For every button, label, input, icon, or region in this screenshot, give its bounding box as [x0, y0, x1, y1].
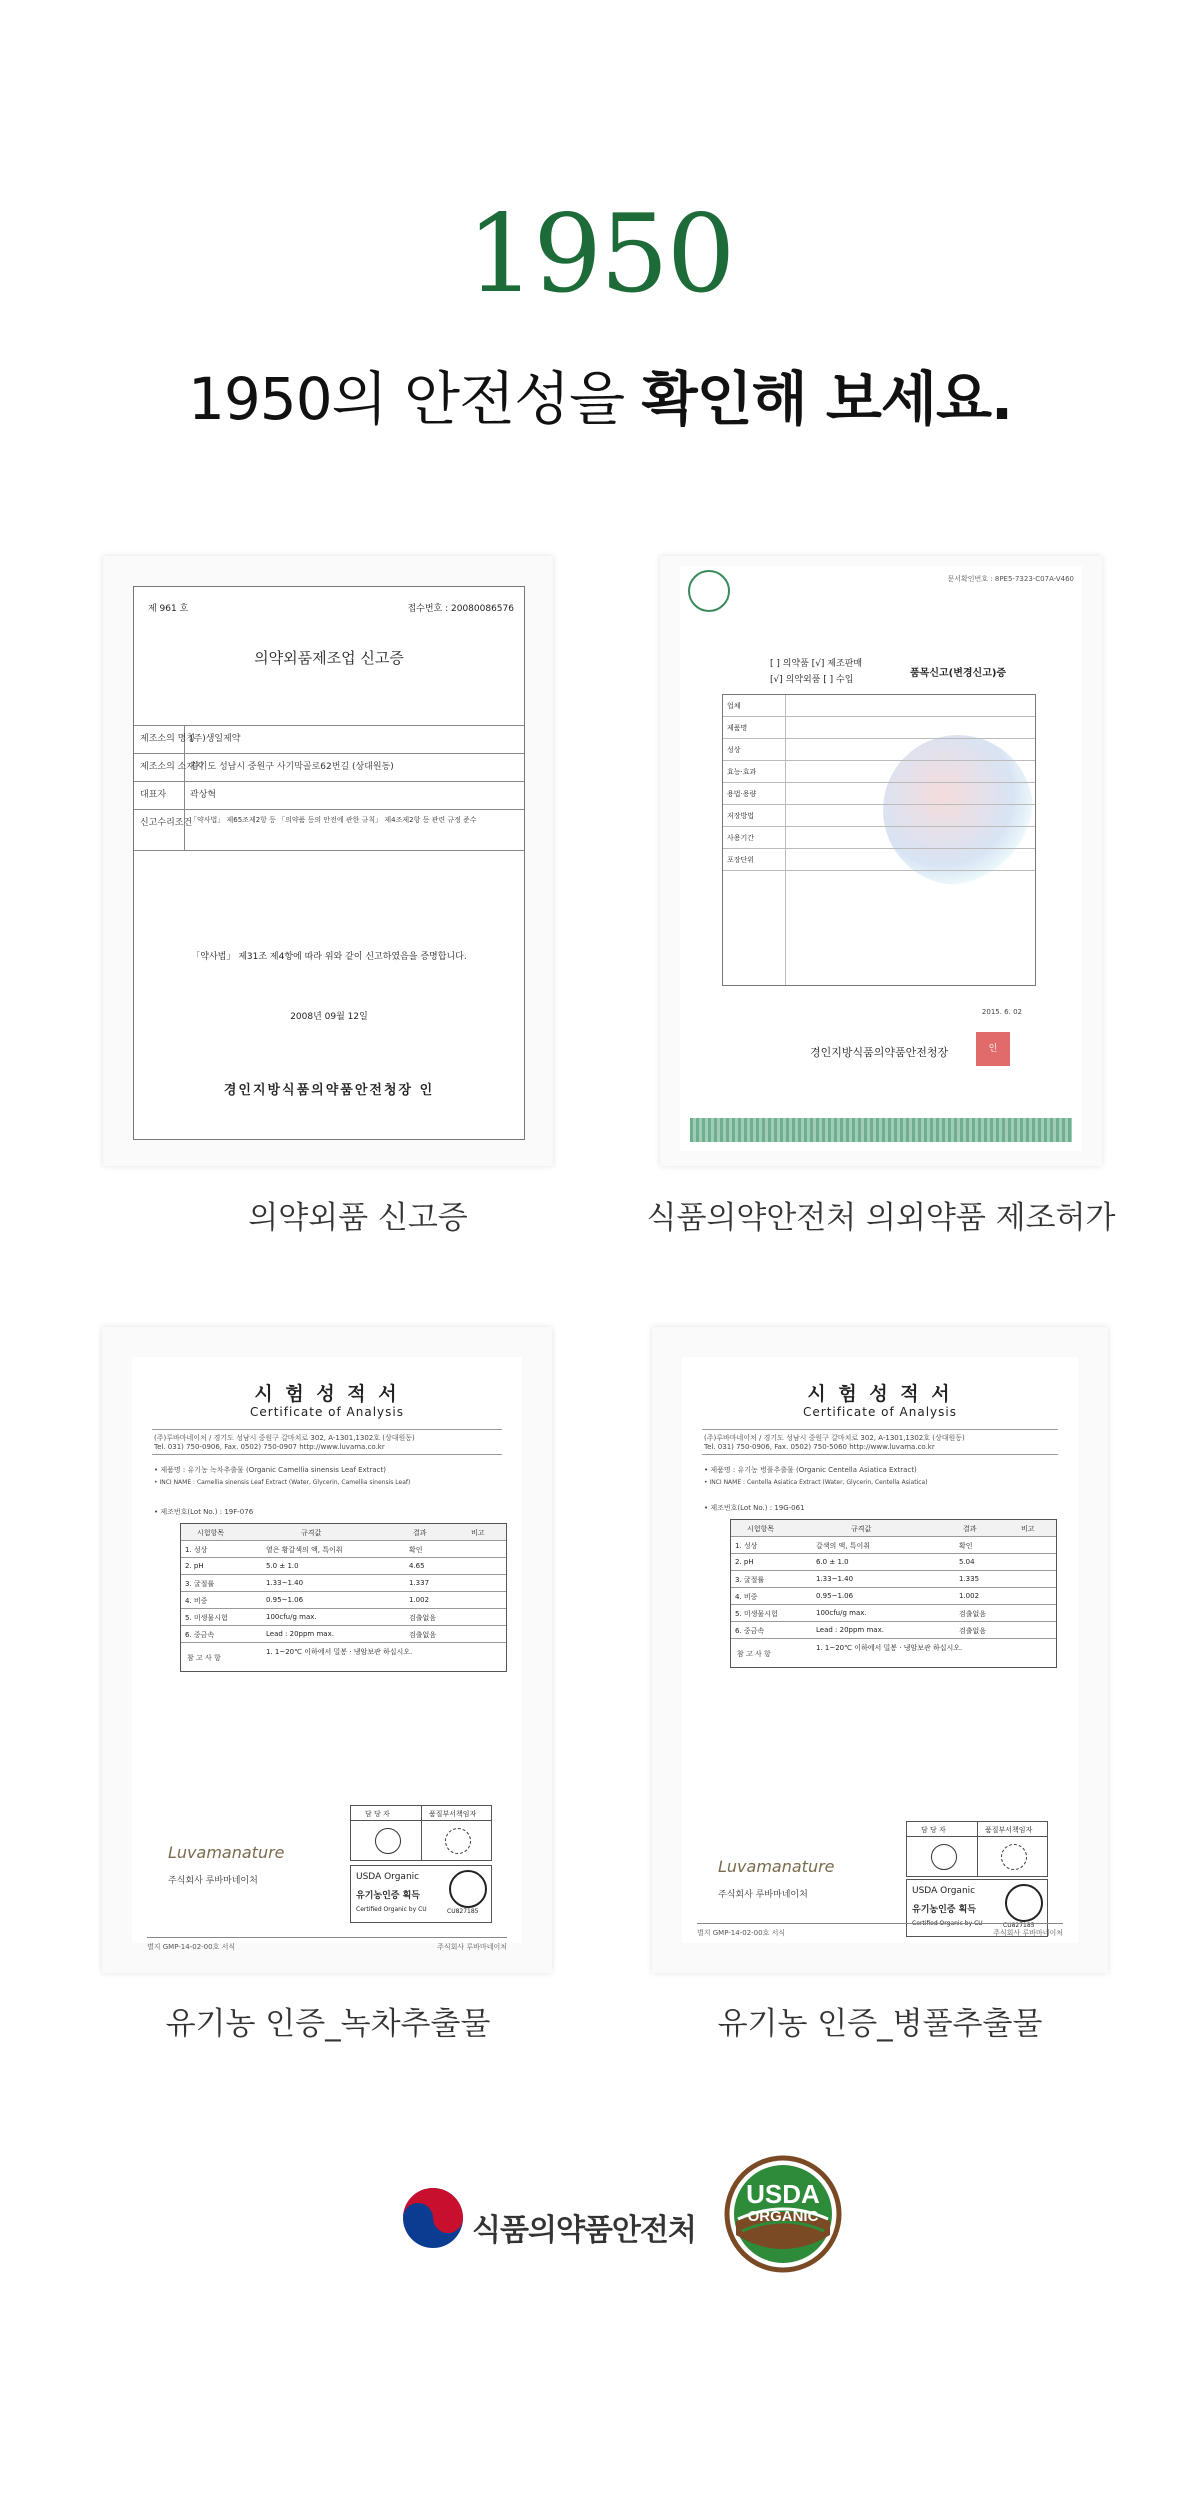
coa-title: 시 험 성 적 서: [807, 1383, 953, 1405]
notes-row: 참 고 사 항 1. 1~20℃ 이하에서 밀봉 · 냉암보관 하십시오.: [737, 1644, 963, 1658]
signature-box: 담 당 자 품질부서책임자: [350, 1805, 492, 1861]
analysis-table: 시험항목 규격값 결과 비고 1. 성상 갈색의 액, 특이취 확인 2. pH 6.0 ± 1.0 5.04 3. 굴절률 1.33~1.40 1.335 4. 비중 0.95~1.06 1.002 5. 미생물시험 100cfu/g max. 검출없음 6. 중금속 Lead : 20ppm max. 검출없음 참 고 사 항 1. 1~20℃ 이하에서 밀봉 · 냉암보관 하십시오.: [730, 1519, 1057, 1668]
issuer-name: 경인지방식품의약품안전청장: [810, 1046, 949, 1059]
document-paper: [682, 1357, 1078, 1943]
info-row: 신고수리조건 「약사법」 제65조제2항 등 「의약품 등의 안전에 관한 규칙」 제4조제2항 등 관련 규정 준수: [134, 809, 524, 851]
info-row: 대표자 곽상혁: [134, 781, 524, 810]
caption-green-tea: 유기농 인증_녹차추출물: [165, 2006, 491, 2042]
inci-name: • INCI NAME : Camellia sinensis Leaf Extract (Water, Glycerin, Camellia sinensis Leaf): [154, 1479, 411, 1486]
government-seal-icon: [688, 570, 730, 612]
headline-regular: 1950의 안전성을: [187, 365, 642, 433]
mfds-taegeuk-icon: [402, 2187, 464, 2249]
certificate-image-quasi-drug-report: [103, 556, 553, 1166]
stamp-icon: [1001, 1844, 1027, 1870]
approval-date: 2015. 6. 02: [981, 1008, 1022, 1016]
table-row: 5. 미생물시험 100cfu/g max. 검출없음: [181, 1609, 506, 1626]
document-footer: 별지 GMP-14-02-00호 서식 주식회사 루바마네이처: [697, 1923, 1063, 1924]
security-band: [690, 1118, 1072, 1142]
certificate-image-centella-coa: [652, 1327, 1108, 1973]
brand-title: 1950: [466, 192, 734, 317]
company-contact: Tel. 031) 750-0906, Fax. 0502) 750-5060 http://www.luvama.co.kr: [704, 1443, 935, 1451]
svg-text:USDA: USDA: [746, 2179, 820, 2209]
stamp-icon: [445, 1828, 471, 1854]
company-address: (주)루바마네이처 / 경기도 성남시 중원구 갈마치로 302, A-1301,1302호 (상대원동): [704, 1434, 965, 1442]
lot-number: • 제조번호(Lot No.) : 19G-061: [704, 1504, 805, 1512]
analysis-table: 시험항목 규격값 결과 비고 1. 성상 옅은 황갈색의 액, 특이취 확인 2. pH 5.0 ± 1.0 4.65 3. 굴절률 1.33~1.40 1.337 4. 비중 0.95~1.06 1.002 5. 미생물시험 100cfu/g max. 검출없음 6. 중금속 Lead : 20ppm max. 검출없음 참 고 사 항 1. 1~20℃ 이하에서 밀봉 · 냉암보관 하십시오.: [180, 1523, 507, 1672]
document-paper: [133, 586, 525, 1140]
info-row: 제조소의 소재지 경기도 성남시 중원구 사기막골로62번길 (상대원동): [134, 753, 524, 782]
signature-icon: [931, 1844, 957, 1870]
certificate-image-product-approval: [660, 556, 1102, 1166]
mfds-logo-text: 식품의약품안전처: [472, 2213, 696, 2248]
table-row: 1. 성상 옅은 황갈색의 액, 특이취 확인: [181, 1541, 506, 1558]
table-row: 1. 성상 갈색의 액, 특이취 확인: [731, 1537, 1056, 1554]
svg-text:ORGANIC: ORGANIC: [747, 2208, 819, 2225]
notes-row: 참 고 사 항 1. 1~20℃ 이하에서 밀봉 · 냉암보관 하십시오.: [187, 1648, 413, 1662]
usda-certificate-box: USDA Organic 유기농인증 획득 Certified Organic by CU CU827185: [906, 1879, 1048, 1937]
company-logo: Luvamanature: [718, 1857, 835, 1876]
doc-number: 문서확인번호 : 8PE5-7323-C07A-V460: [947, 575, 1074, 583]
certificate-date: 2008년 09월 12일: [290, 1012, 368, 1022]
headline: [0, 352, 1200, 436]
title-line-1: [ ] 의약품 [√] 제조판매: [770, 659, 863, 669]
doc-number: 제 961 호: [148, 604, 189, 614]
title-suffix: 품목신고(변경신고)증: [910, 668, 1007, 679]
headline-bold: 확인해 보세요.: [641, 365, 1013, 433]
company-name-kr: 주식회사 루바마네이처: [718, 1890, 808, 1900]
certification-logos: [0, 2155, 1200, 2275]
table-row: 6. 중금속 Lead : 20ppm max. 검출없음: [181, 1626, 506, 1643]
company-contact: Tel. 031) 750-0906, Fax. 0502) 750-0907 http://www.luvama.co.kr: [154, 1443, 385, 1451]
lot-number: • 제조번호(Lot No.) : 19F-076: [154, 1508, 254, 1516]
title-line-2: [√] 의약외품 [ ] 수입: [770, 675, 854, 685]
table-row: 2. pH 5.0 ± 1.0 4.65: [181, 1558, 506, 1575]
signature-box: 담 당 자 품질부서책임자: [906, 1821, 1048, 1877]
usda-badge-icon: [449, 1870, 487, 1908]
table-row: 4. 비중 0.95~1.06 1.002: [731, 1588, 1056, 1605]
usda-badge-icon: [1005, 1884, 1043, 1922]
certificate-statement: 「약사법」 제31조 제4항에 따라 위와 같이 신고하였음을 증명합니다.: [191, 952, 467, 962]
company-name-kr: 주식회사 루바마네이처: [168, 1876, 258, 1886]
table-row: 2. pH 6.0 ± 1.0 5.04: [731, 1554, 1056, 1571]
signature-icon: [375, 1828, 401, 1854]
info-row: 제조소의 명칭 (주)생일제약: [134, 725, 524, 754]
document-title: 의약외품제조업 신고증: [254, 649, 404, 667]
official-stamp: 인: [976, 1032, 1010, 1066]
table-row: 6. 중금속 Lead : 20ppm max. 검출없음: [731, 1622, 1056, 1639]
receipt-number: 접수번호 : 20080086576: [407, 604, 514, 614]
caption-quasi-drug-report: 의약외품 신고증: [248, 1200, 468, 1236]
company-logo: Luvamanature: [168, 1843, 285, 1862]
table-row: 4. 비중 0.95~1.06 1.002: [181, 1592, 506, 1609]
coa-subtitle: Certificate of Analysis: [250, 1405, 404, 1419]
issuer-name: 경인지방식품의약품안전청장 인: [223, 1083, 435, 1098]
product-name: • 제품명 : 유기농 병풀추출물 (Organic Centella Asiatica Extract): [704, 1466, 917, 1474]
caption-centella: 유기농 인증_병풀추출물: [717, 2006, 1043, 2042]
company-address: (주)루바마네이처 / 경기도 성남시 중원구 갈마치로 302, A-1301,1302호 (상대원동): [154, 1434, 415, 1442]
table-row: 3. 굴절률 1.33~1.40 1.335: [731, 1571, 1056, 1588]
table-row: 5. 미생물시험 100cfu/g max. 검출없음: [731, 1605, 1056, 1622]
document-paper: [132, 1357, 522, 1951]
document-paper: [680, 566, 1082, 1151]
table-row: 3. 굴절률 1.33~1.40 1.337: [181, 1575, 506, 1592]
document-footer: 별지 GMP-14-02-00호 서식 주식회사 루바마네이처: [147, 1937, 507, 1938]
certificate-image-green-tea-coa: [102, 1327, 552, 1973]
approval-table: 업체 제품명 성상 효능·효과 용법·용량 저장방법 사용기간 포장단위: [722, 694, 1036, 986]
usda-certificate-box: USDA Organic 유기농인증 획득 Certified Organic by CU CU827185: [350, 1865, 492, 1923]
coa-subtitle: Certificate of Analysis: [803, 1405, 957, 1419]
usda-organic-icon: [724, 2155, 842, 2273]
caption-product-approval: 식품의약안전처 의외약품 제조허가: [646, 1200, 1116, 1236]
coa-title: 시 험 성 적 서: [254, 1383, 400, 1405]
inci-name: • INCI NAME : Centella Asiatica Extract (Water, Glycerin, Centella Asiatica): [704, 1479, 928, 1486]
product-name: • 제품명 : 유기농 녹차추출물 (Organic Camellia sinensis Leaf Extract): [154, 1466, 386, 1474]
